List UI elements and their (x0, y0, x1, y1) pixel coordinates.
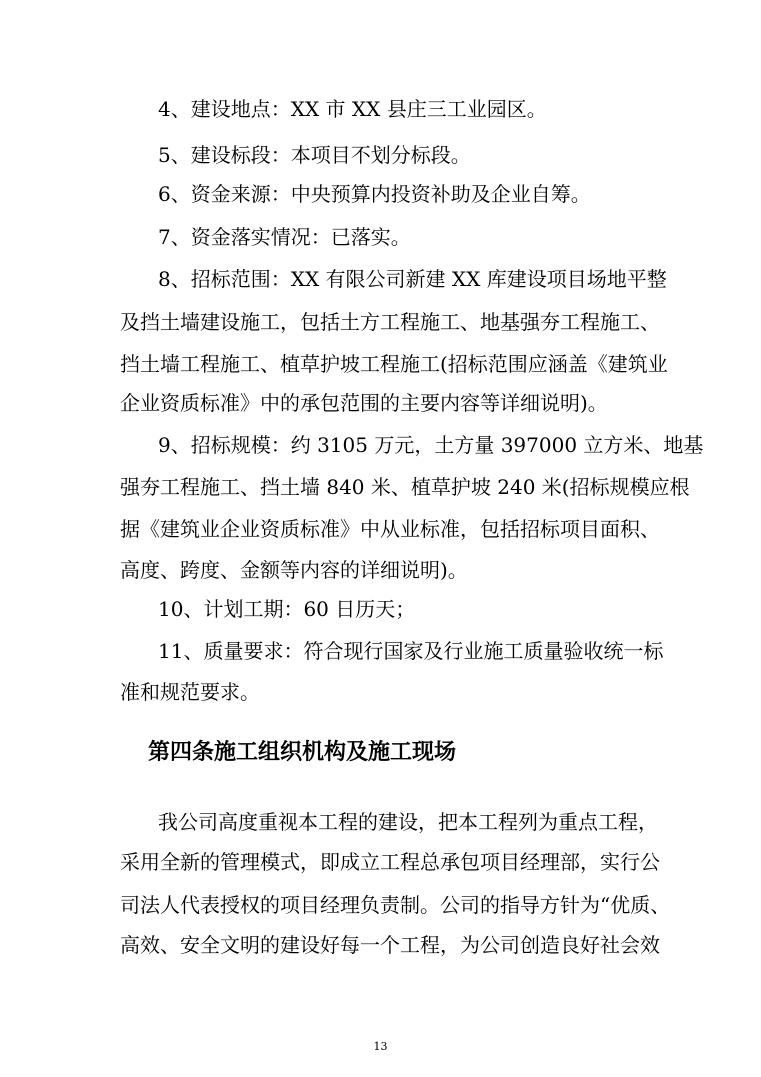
item-5-bid-section: 5、建设标段：本项目不划分标段。 (158, 143, 471, 167)
item-11-line-1: 11、质量要求：符合现行国家及行业施工质量验收统一标 (158, 639, 664, 663)
item-11-line-2: 准和规范要求。 (120, 680, 260, 704)
item-8-line-4: 企业资质标准》中的承包范围的主要内容等详细说明)。 (120, 391, 608, 415)
page-number: 13 (373, 1040, 388, 1053)
item-7-funding-status: 7、资金落实情况：已落实。 (158, 225, 411, 249)
paragraph-line-2: 采用全新的管理模式，即成立工程总承包项目经理部，实行公 (120, 850, 660, 874)
item-8-line-1: 8、招标范围：XX 有限公司新建 XX 库建设项目场地平整 (158, 267, 667, 291)
item-4-construction-location: 4、建设地点：XX 市 XX 县庄三工业园区。 (158, 97, 547, 121)
item-9-line-1: 9、招标规模：约 3105 万元，土方量 397000 立方米、地基 (158, 433, 704, 457)
paragraph-line-3: 司法人代表授权的项目经理负责制。公司的指导方针为“优质、 (120, 893, 671, 917)
item-8-line-3: 挡土墙工程施工、植草护坡工程施工(招标范围应涵盖《建筑业 (120, 352, 668, 376)
paragraph-line-4: 高效、安全文明的建设好每一个工程，为公司创造良好社会效 (120, 933, 660, 957)
item-6-funding-source: 6、资金来源：中央预算内投资补助及企业自筹。 (158, 182, 591, 206)
item-9-line-3: 据《建筑业企业资质标准》中从业标准，包括招标项目面积、 (120, 517, 660, 541)
item-9-line-2: 强夯工程施工、挡土墙 840 米、植草护坡 240 米(招标规模应根 (120, 475, 690, 499)
section-heading: 第四条施工组织机构及施工现场 (148, 739, 457, 765)
item-10-schedule: 10、计划工期：60 日历天； (158, 597, 416, 621)
item-9-line-4: 高度、跨度、金额等内容的详细说明)。 (120, 558, 468, 582)
paragraph-line-1: 我公司高度重视本工程的建设，把本工程列为重点工程， (158, 810, 658, 834)
item-8-line-2: 及挡土墙建设施工，包括土方工程施工、地基强夯工程施工、 (120, 310, 660, 334)
